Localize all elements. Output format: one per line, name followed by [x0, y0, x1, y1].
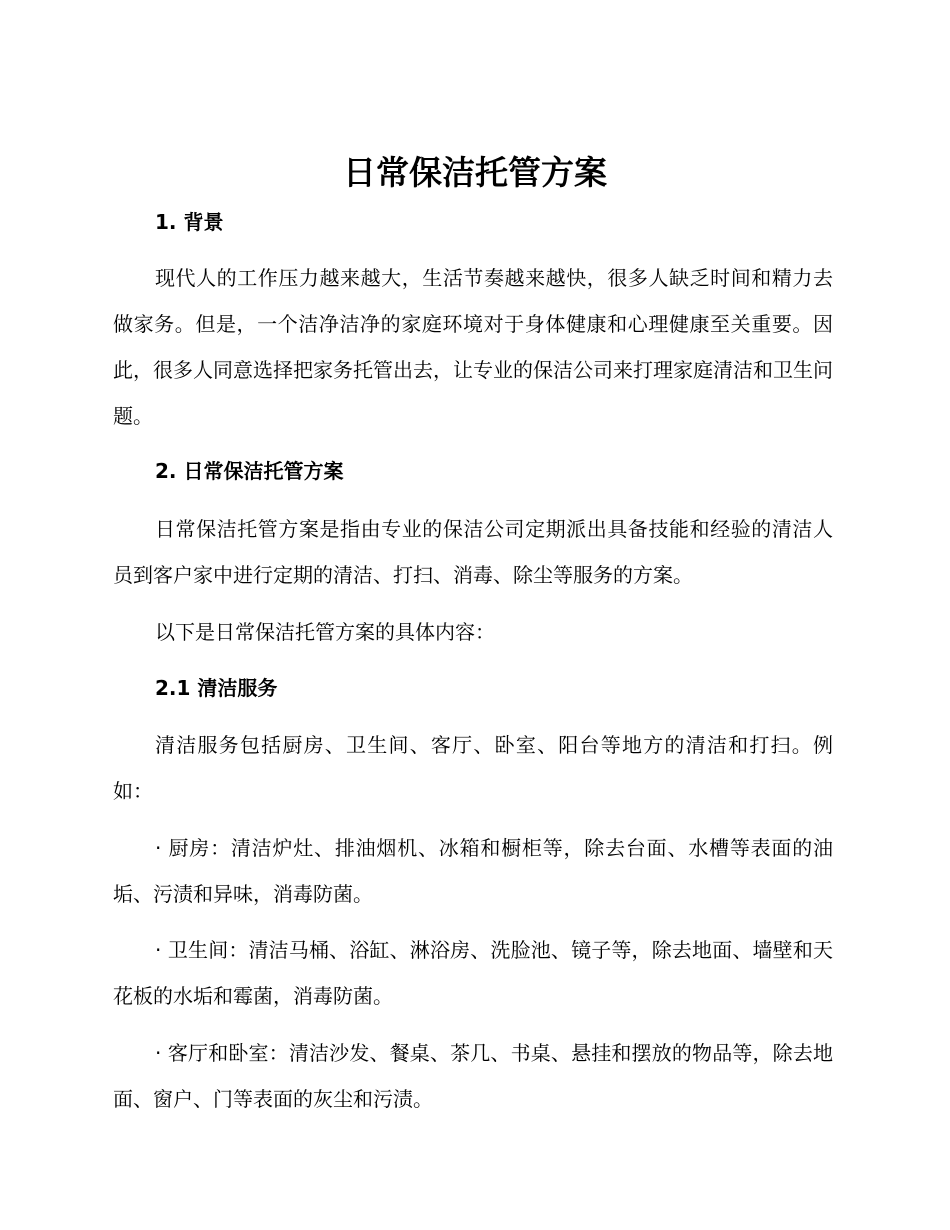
- paragraph-plan-intro: 以下是日常保洁托管方案的具体内容：: [155, 620, 495, 644]
- paragraph-cleaning-intro: 清洁服务包括厨房、卫生间、客厅、卧室、阳台等地方的清洁和打扫。例如：: [113, 733, 833, 803]
- list-item-kitchen: · 厨房：清洁炉灶、排油烟机、冰箱和橱柜等，除去台面、水槽等表面的油垢、污渍和异味，消毒防菌。: [113, 836, 833, 906]
- document-title: 日常保洁托管方案: [343, 153, 607, 192]
- section-heading-cleaning-service: 2.1 清洁服务: [155, 676, 278, 700]
- list-item-bathroom: · 卫生间：清洁马桶、浴缸、淋浴房、洗脸池、镜子等，除去地面、墙壁和天花板的水垢和霉菌，消毒防菌。: [113, 938, 833, 1008]
- paragraph-plan-definition: 日常保洁托管方案是指由专业的保洁公司定期派出具备技能和经验的清洁人员到客户家中进行定期的清洁、打扫、消毒、除尘等服务的方案。: [113, 517, 833, 587]
- list-item-living-bedroom: · 客厅和卧室：清洁沙发、餐桌、茶几、书桌、悬挂和摆放的物品等，除去地面、窗户、门等表面的灰尘和污渍。: [113, 1041, 833, 1111]
- section-heading-background: 1. 背景: [155, 210, 224, 234]
- paragraph-background: 现代人的工作压力越来越大，生活节奏越来越快，很多人缺乏时间和精力去做家务。但是，一个洁净洁净的家庭环境对于身体健康和心理健康至关重要。因此，很多人同意选择把家务托管出去，让专业的保洁公司来打理家庭清洁和卫生问题。: [113, 266, 833, 428]
- section-heading-plan: 2. 日常保洁托管方案: [155, 459, 344, 483]
